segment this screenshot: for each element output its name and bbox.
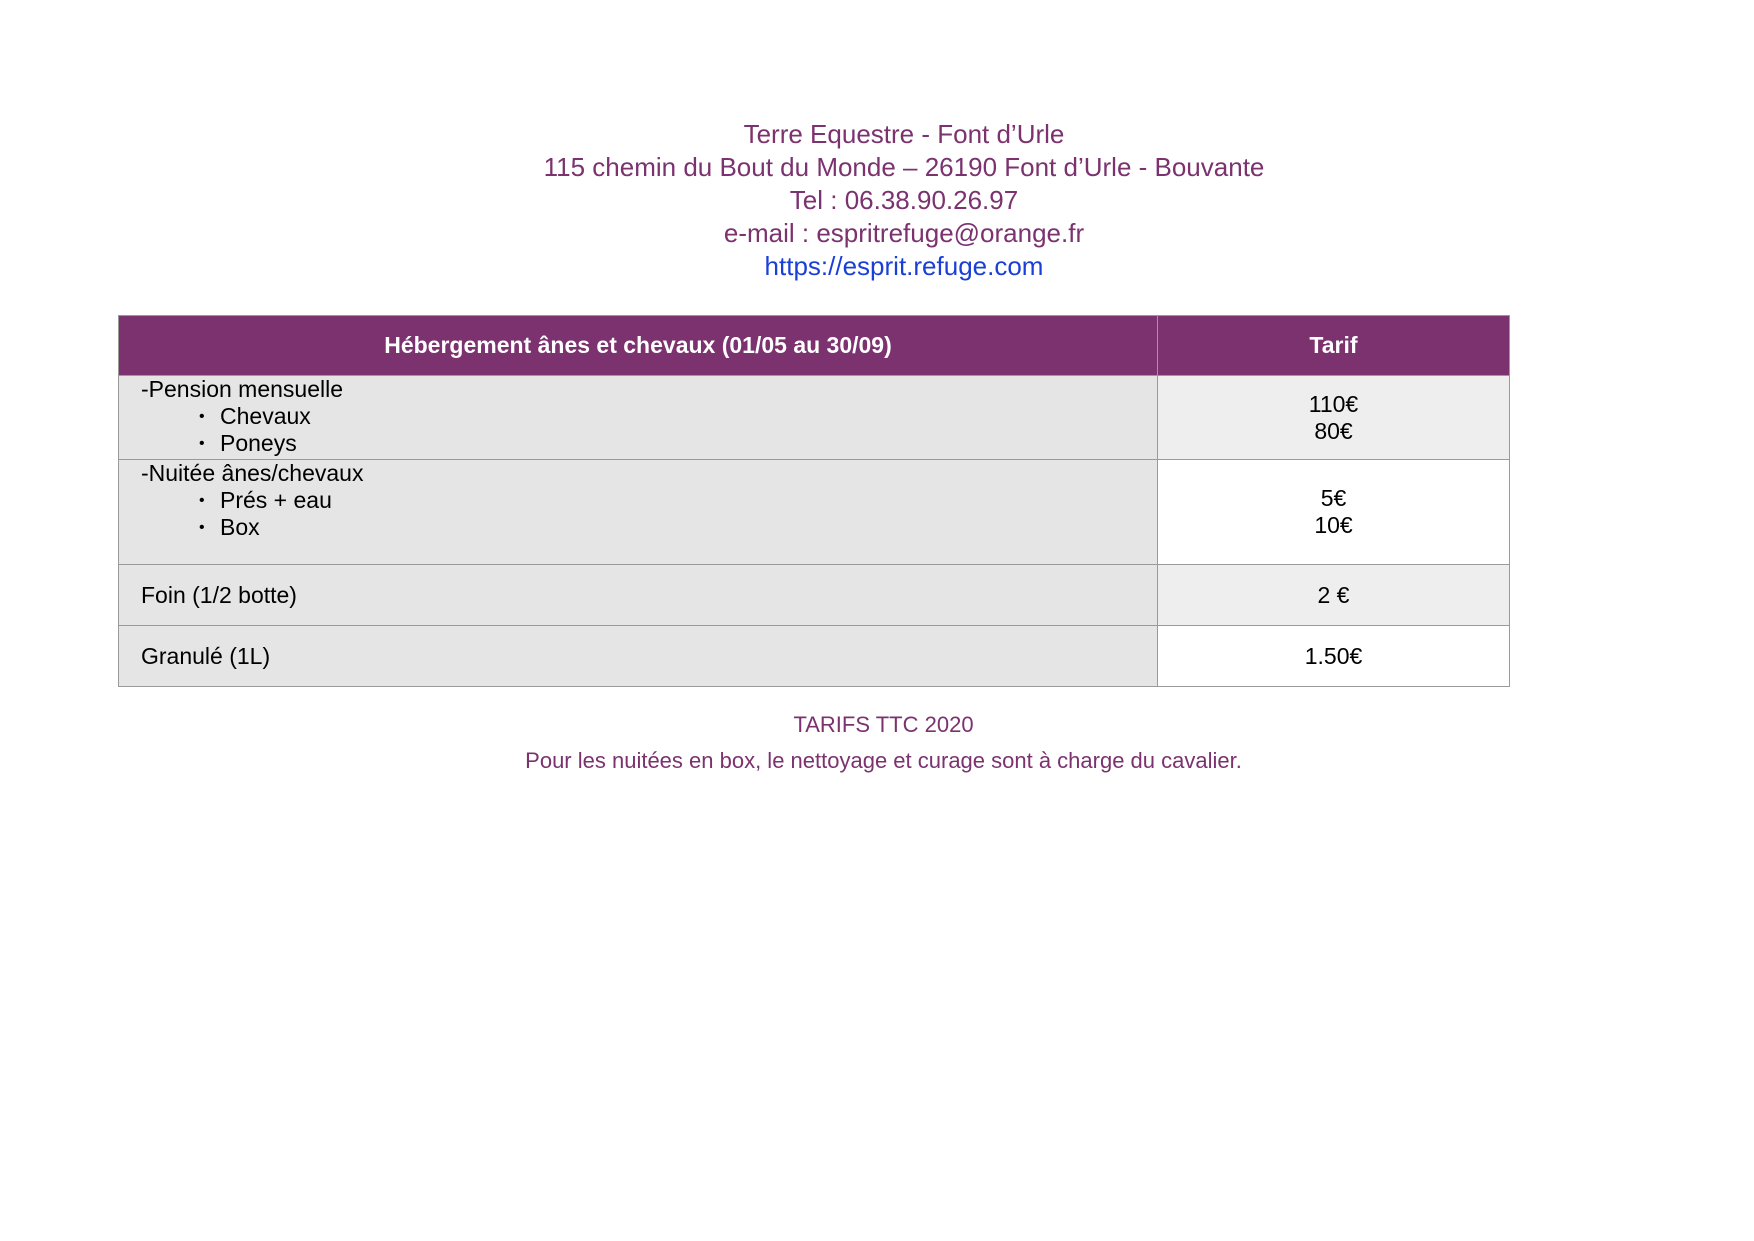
sub-item-label: Poneys (220, 430, 297, 456)
row-description (119, 376, 1158, 460)
bullet-icon: • (199, 408, 205, 425)
tariffs-note: TARIFS TTC 2020 (793, 712, 974, 737)
row-title: Foin (1/2 botte) (141, 581, 297, 608)
price-value: 10€ (1314, 512, 1353, 538)
price-value: 2 € (1317, 581, 1350, 608)
row-description (119, 626, 1158, 687)
table-row (119, 460, 1510, 565)
table-row (119, 376, 1510, 460)
business-address: 115 chemin du Bout du Monde – 26190 Font d’Urle - Bouvante (543, 152, 1265, 182)
row-title: Granulé (1L) (141, 642, 271, 669)
bullet-icon: • (199, 435, 205, 452)
row-price (1158, 460, 1510, 565)
row-description (119, 460, 1158, 565)
price-value: 80€ (1314, 417, 1353, 444)
cleaning-note: Pour les nuitées en box, le nettoyage et curage sont à charge du cavalier. (525, 748, 1242, 773)
price-value: 5€ (1320, 485, 1347, 511)
list-item (141, 487, 1157, 514)
price-column-header: Tarif (1158, 316, 1510, 376)
business-name: Terre Equestre - Font d’Urle (743, 119, 1065, 149)
footer-notes (0, 712, 1754, 774)
list-item (141, 430, 1157, 457)
business-email: e-mail : espritrefuge@orange.fr (723, 218, 1085, 248)
bullet-icon: • (199, 519, 205, 536)
website-link[interactable]: https://esprit.refuge.com (764, 251, 1044, 281)
price-value: 1.50€ (1304, 642, 1363, 669)
price-value: 110€ (1308, 390, 1359, 417)
description-column-header: Hébergement ânes et chevaux (01/05 au 30/09) (119, 316, 1158, 376)
contact-header (0, 118, 1754, 283)
business-phone: Tel : 06.38.90.26.97 (789, 185, 1019, 215)
list-item (141, 514, 1157, 541)
sub-item-label: Box (220, 514, 260, 540)
price-table (118, 315, 1510, 687)
row-price (1158, 565, 1510, 626)
row-price (1158, 376, 1510, 460)
sub-item-label: Prés + eau (220, 487, 332, 513)
table-header-row (119, 316, 1510, 376)
row-title: -Nuitée ânes/chevaux (141, 460, 364, 486)
sub-item-list (141, 403, 1157, 457)
bullet-icon: • (199, 492, 205, 509)
row-price (1158, 626, 1510, 687)
row-description (119, 565, 1158, 626)
table-row (119, 565, 1510, 626)
sub-item-label: Chevaux (220, 403, 311, 429)
sub-item-list (141, 487, 1157, 541)
list-item (141, 403, 1157, 430)
table-row (119, 626, 1510, 687)
row-title: -Pension mensuelle (141, 376, 344, 402)
